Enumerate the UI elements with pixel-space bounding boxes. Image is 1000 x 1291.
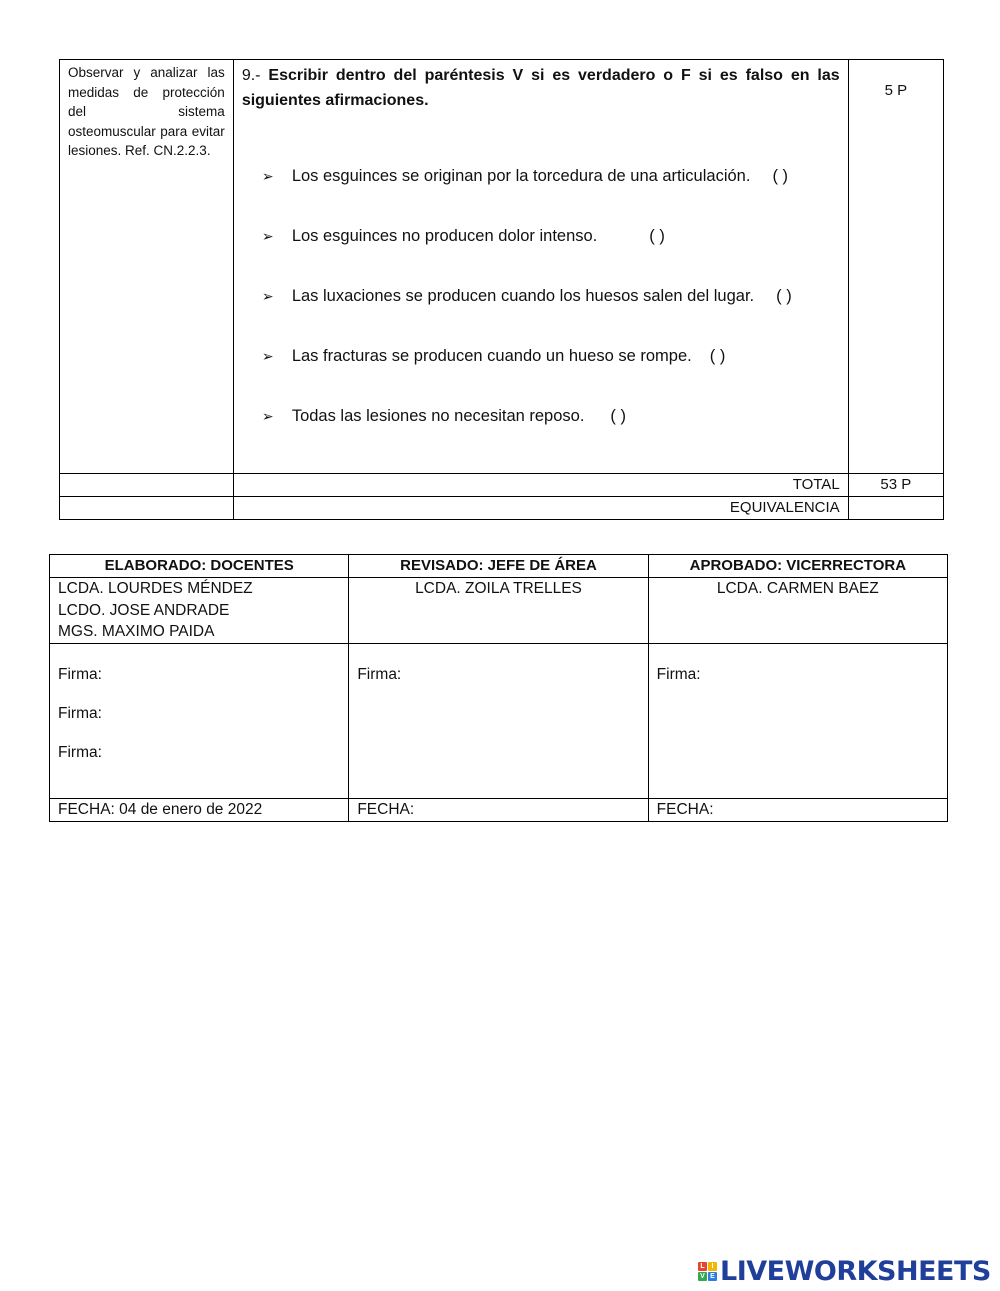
arrow-bullet-icon: ➢ (261, 287, 274, 304)
equivalence-row (60, 497, 944, 520)
names-row (50, 578, 948, 644)
empty-cell (60, 474, 234, 497)
statement-item (242, 206, 840, 266)
signature-header-row (50, 555, 948, 578)
firma-label: Firma: (357, 666, 402, 683)
statement-text: Los esguinces no producen dolor intenso. (291, 226, 598, 245)
total-row (60, 474, 944, 497)
signature-row (50, 644, 948, 799)
signature-table (49, 554, 948, 822)
statement-item (242, 146, 840, 206)
equivalence-label: EQUIVALENCIA (233, 497, 848, 520)
fecha-docentes: FECHA: 04 de enero de 2022 (50, 799, 349, 822)
question-cell (233, 60, 848, 474)
firma-label: Firma: (58, 666, 102, 683)
arrow-bullet-icon: ➢ (261, 407, 274, 424)
date-row (50, 799, 948, 822)
arrow-bullet-icon: ➢ (261, 227, 274, 244)
answer-blank[interactable]: ( ) (772, 166, 789, 185)
vicerrectora-name: LCDA. CARMEN BAEZ (648, 578, 947, 644)
equivalence-value[interactable] (848, 497, 943, 520)
statement-text: Todas las lesiones no necesitan reposo. (291, 406, 585, 425)
liveworksheets-logo-icon: L I V E (698, 1262, 717, 1281)
docentes-names (50, 578, 349, 644)
vicerrectora-signature[interactable] (648, 644, 947, 799)
total-value: 53 P (848, 474, 943, 497)
statement-text: Las luxaciones se producen cuando los huesos salen del lugar. (291, 286, 755, 305)
fecha-vicerrectora: FECHA: (648, 799, 947, 822)
docente-name: MGS. MAXIMO PAIDA (58, 623, 215, 640)
question-text: Escribir dentro del paréntesis V si es verdadero o F si es falso en las siguientes afirmaciones. (241, 67, 840, 109)
header-aprobado: APROBADO: VICERRECTORA (648, 555, 947, 578)
points-cell: 5 P (848, 60, 943, 474)
answer-blank[interactable]: ( ) (649, 226, 665, 245)
statement-item (242, 386, 840, 446)
exam-table (59, 59, 944, 520)
header-elaborado: ELABORADO: DOCENTES (50, 555, 349, 578)
statement-text: Los esguinces se originan por la torcedura de una articulación. (291, 166, 751, 185)
criterion-cell: Observar y analizar las medidas de protección del sistema osteomuscular para evitar lesiones. Ref. CN.2.2.3. (60, 60, 234, 474)
arrow-bullet-icon: ➢ (261, 347, 274, 364)
question-row (60, 60, 944, 474)
statement-item (242, 266, 840, 326)
docentes-signatures[interactable] (50, 644, 349, 799)
answer-blank[interactable]: ( ) (610, 406, 626, 425)
logo-text: LIVEWORKSHEETS (720, 1256, 991, 1287)
answer-blank[interactable]: ( ) (776, 286, 792, 305)
firma-label: Firma: (58, 705, 102, 722)
question-title (242, 63, 840, 113)
empty-cell (60, 497, 234, 520)
statement-list (242, 146, 840, 473)
jefe-name: LCDA. ZOILA TRELLES (349, 578, 648, 644)
question-number: 9.- (241, 67, 269, 84)
statement-text: Las fracturas se producen cuando un hueso se rompe. (291, 346, 692, 365)
firma-label: Firma: (656, 666, 701, 683)
fecha-jefe: FECHA: (349, 799, 648, 822)
statement-item (242, 326, 840, 386)
header-revisado: REVISADO: JEFE DE ÁREA (349, 555, 648, 578)
docente-name: LCDO. JOSE ANDRADE (58, 601, 230, 619)
liveworksheets-logo (698, 1256, 991, 1287)
total-label: TOTAL (233, 474, 848, 497)
arrow-bullet-icon: ➢ (261, 167, 274, 184)
firma-label: Firma: (58, 744, 102, 761)
docente-name: LCDA. LOURDES MÉNDEZ (58, 580, 253, 597)
jefe-signature[interactable] (349, 644, 648, 799)
answer-blank[interactable]: ( ) (709, 346, 726, 365)
